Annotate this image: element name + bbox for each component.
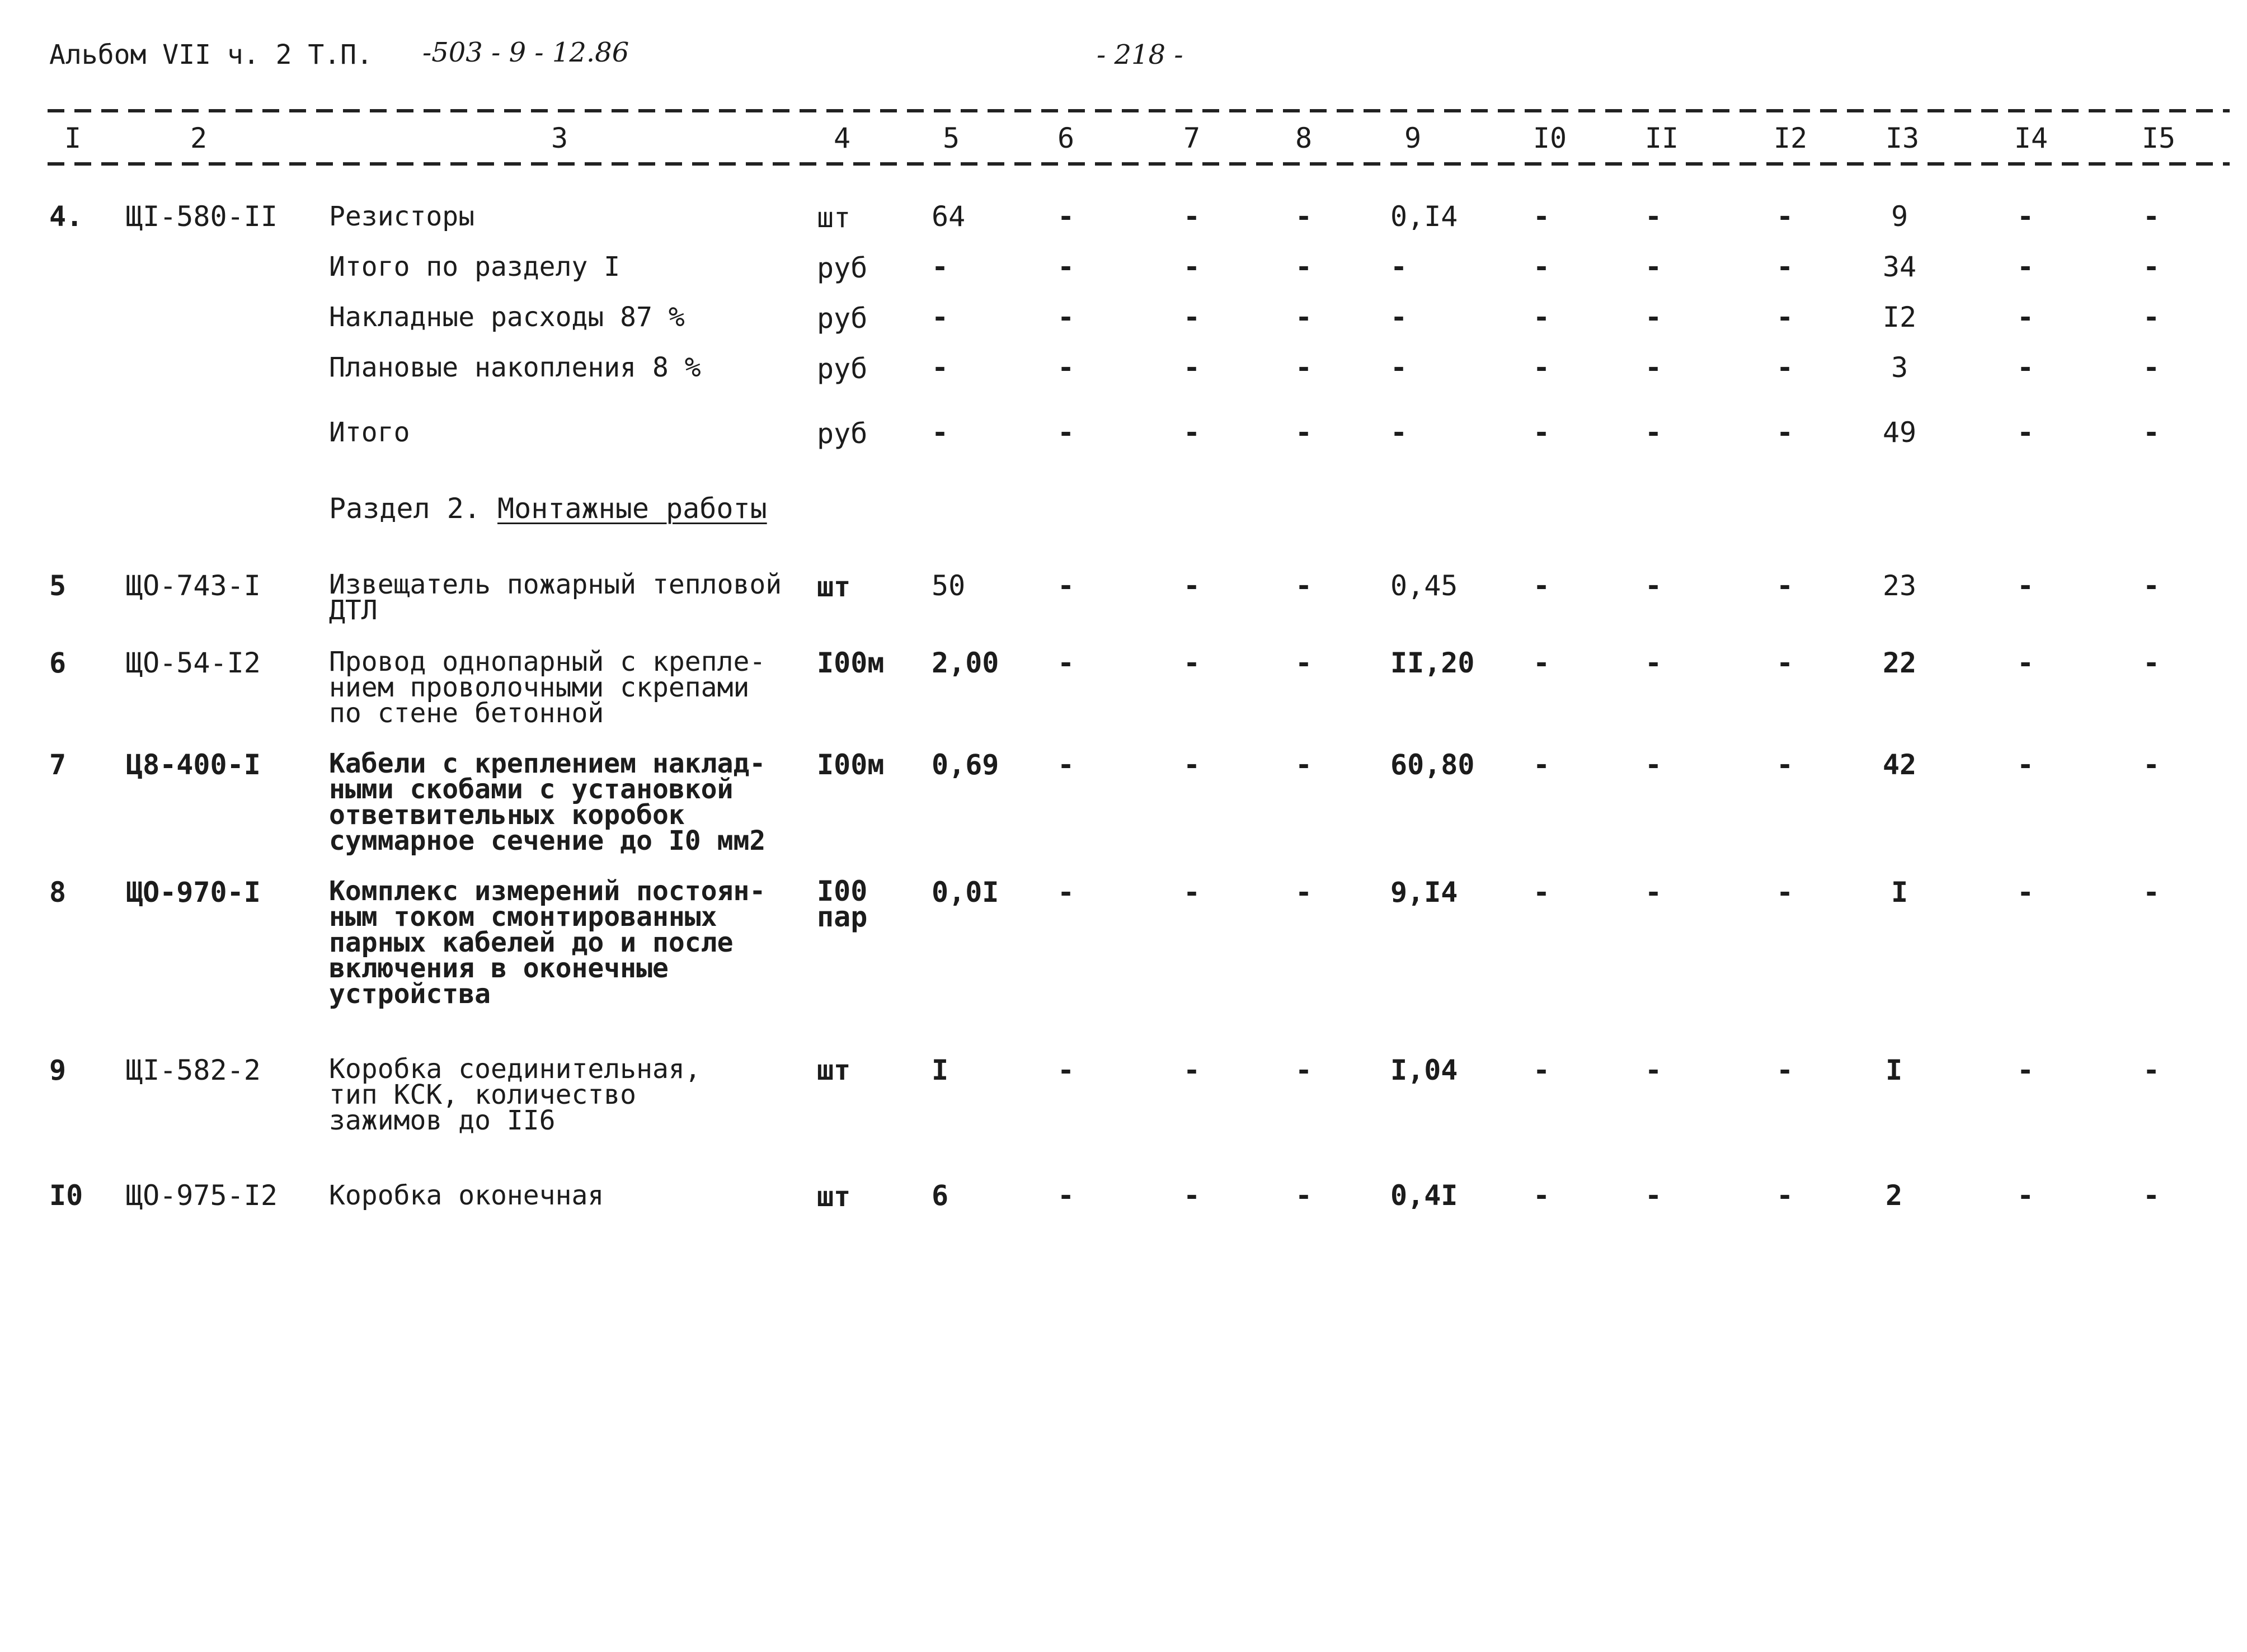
col8-value: - — [1295, 251, 1313, 283]
col7-value: - — [1183, 876, 1201, 909]
column-header: 7 — [1183, 122, 1201, 154]
col15-value: - — [2142, 647, 2160, 679]
col14-value: - — [2016, 351, 2034, 384]
work-description: Коробка соединительная, тип КСК, количество зажимов до II6 — [329, 1053, 701, 1136]
rate-code: ЩО-54-I2 — [126, 647, 261, 679]
col10-value: - — [1533, 351, 1550, 384]
col10-value: - — [1533, 301, 1550, 333]
col13-value: I — [1885, 1054, 1903, 1086]
column-header: I — [64, 122, 82, 154]
col14-value: - — [2016, 749, 2034, 781]
col8-value: - — [1295, 1054, 1313, 1086]
rate-code: ЩI-582-2 — [126, 1054, 261, 1086]
col15-value: - — [2142, 1054, 2160, 1086]
row-number: 5 — [49, 570, 67, 602]
rate-code: ЩО-970-I — [126, 876, 261, 909]
col15-value: - — [2142, 570, 2160, 602]
col13-value: 23 — [1882, 570, 1917, 602]
work-description: Провод однопарный с крепле- нием проволочными скрепами по стене бетонной — [329, 646, 766, 729]
unit: руб — [817, 302, 868, 335]
col15-value: - — [2142, 251, 2160, 283]
col11-value: - — [1644, 416, 1662, 449]
work-description: Кабели с креплением наклад- ными скобами с установкой ответвительных коробок суммарное сечение до I0 мм2 — [329, 748, 766, 856]
col12-value: - — [1776, 200, 1794, 233]
section-prefix: Раздел 2. — [329, 492, 481, 525]
quantity: 2,00 — [932, 647, 999, 679]
col9-value: - — [1390, 301, 1408, 333]
col7-value: - — [1183, 301, 1201, 333]
col15-value: - — [2142, 1179, 2160, 1212]
col10-value: - — [1533, 416, 1550, 449]
col13-value: 34 — [1882, 251, 1917, 283]
col12-value: - — [1776, 251, 1794, 283]
col7-value: - — [1183, 1054, 1201, 1086]
rate-code: ЩI-580-II — [126, 200, 278, 233]
col12-value: - — [1776, 570, 1794, 602]
quantity: 0,0I — [932, 876, 999, 909]
page-number: - 218 - — [1097, 39, 1183, 70]
col15-value: - — [2142, 200, 2160, 233]
col11-value: - — [1644, 251, 1662, 283]
col10-value: - — [1533, 749, 1550, 781]
header-rule-top — [48, 109, 2230, 112]
col6-value: - — [1057, 749, 1075, 781]
col6-value: - — [1057, 1179, 1075, 1212]
col15-value: - — [2142, 416, 2160, 449]
col15-value: - — [2142, 749, 2160, 781]
col12-value: - — [1776, 749, 1794, 781]
col9-value: - — [1390, 251, 1408, 283]
row-number: I0 — [49, 1179, 83, 1212]
col13-value: I2 — [1882, 301, 1917, 333]
col12-value: - — [1776, 1054, 1794, 1086]
column-header: I5 — [2141, 122, 2176, 154]
column-header: 5 — [942, 122, 960, 154]
col10-value: - — [1533, 647, 1550, 679]
unit: шт — [817, 1054, 851, 1086]
col15-value: - — [2142, 351, 2160, 384]
unit: I00 пар — [817, 875, 868, 933]
work-description: Извещатель пожарный тепловой ДТЛ — [329, 569, 782, 626]
row-number: 7 — [49, 749, 67, 781]
col13-value: 2 — [1885, 1179, 1903, 1212]
work-description: Комплекс измерений постоян- ным током смонтированных парных кабелей до и после включения в оконечные устройства — [329, 876, 766, 1010]
col8-value: - — [1295, 749, 1313, 781]
col6-value: - — [1057, 301, 1075, 333]
col8-value: - — [1295, 416, 1313, 449]
unit: руб — [817, 352, 868, 385]
col14-value: - — [2016, 416, 2034, 449]
col14-value: - — [2016, 647, 2034, 679]
row-number: 9 — [49, 1054, 67, 1086]
col14-value: - — [2016, 570, 2034, 602]
project-code: -503 - 9 - 12.86 — [422, 37, 629, 68]
col6-value: - — [1057, 570, 1075, 602]
col7-value: - — [1183, 1179, 1201, 1212]
col15-value: - — [2142, 301, 2160, 333]
col10-value: - — [1533, 1179, 1550, 1212]
col9-value: 9,I4 — [1390, 876, 1458, 909]
col13-value: 9 — [1891, 200, 1908, 233]
rate-code: Ц8-400-I — [126, 749, 261, 781]
column-header: 9 — [1404, 122, 1422, 154]
column-header: 8 — [1295, 122, 1313, 154]
col9-value: - — [1390, 351, 1408, 384]
quantity: - — [931, 301, 949, 333]
col15-value: - — [2142, 876, 2160, 909]
row-number: 4. — [49, 200, 83, 233]
column-header: 4 — [833, 122, 851, 154]
col6-value: - — [1057, 647, 1075, 679]
quantity: I — [932, 1054, 949, 1086]
col10-value: - — [1533, 570, 1550, 602]
col8-value: - — [1295, 200, 1313, 233]
col7-value: - — [1183, 416, 1201, 449]
col11-value: - — [1644, 570, 1662, 602]
col9-value: 0,I4 — [1390, 200, 1458, 233]
col7-value: - — [1183, 749, 1201, 781]
quantity: 64 — [932, 200, 966, 233]
col12-value: - — [1776, 876, 1794, 909]
header-rule-bottom — [48, 162, 2230, 166]
col12-value: - — [1776, 351, 1794, 384]
section-title: Монтажные работы — [497, 492, 767, 525]
col8-value: - — [1295, 647, 1313, 679]
col11-value: - — [1644, 749, 1662, 781]
col13-value: 42 — [1882, 749, 1917, 781]
rate-code: ЩО-743-I — [126, 570, 261, 602]
quantity: 50 — [932, 570, 966, 602]
col6-value: - — [1057, 1054, 1075, 1086]
column-header: I2 — [1773, 122, 1808, 154]
col8-value: - — [1295, 351, 1313, 384]
col9-value: 0,4I — [1390, 1179, 1458, 1212]
column-header: 3 — [551, 122, 568, 154]
col7-value: - — [1183, 200, 1201, 233]
col12-value: - — [1776, 416, 1794, 449]
col14-value: - — [2016, 876, 2034, 909]
col12-value: - — [1776, 1179, 1794, 1212]
col14-value: - — [2016, 1179, 2034, 1212]
col13-value: 49 — [1882, 416, 1917, 449]
col9-value: - — [1390, 416, 1408, 449]
col13-value: I — [1891, 876, 1908, 909]
col8-value: - — [1295, 570, 1313, 602]
col6-value: - — [1057, 416, 1075, 449]
col10-value: - — [1533, 876, 1550, 909]
quantity: - — [931, 251, 949, 283]
col10-value: - — [1533, 251, 1550, 283]
col6-value: - — [1057, 351, 1075, 384]
column-header: I0 — [1533, 122, 1567, 154]
work-description: Итого по разделу I — [329, 251, 620, 283]
row-number: 6 — [49, 647, 67, 679]
col14-value: - — [2016, 1054, 2034, 1086]
row-number: 8 — [49, 876, 67, 909]
col13-value: 22 — [1882, 647, 1917, 679]
col11-value: - — [1644, 301, 1662, 333]
col8-value: - — [1295, 1179, 1313, 1212]
unit: шт — [817, 201, 851, 234]
section-heading — [329, 492, 767, 525]
quantity: - — [931, 351, 949, 384]
work-description: Плановые накопления 8 % — [329, 352, 701, 383]
col11-value: - — [1644, 1179, 1662, 1212]
col6-value: - — [1057, 251, 1075, 283]
col11-value: - — [1644, 647, 1662, 679]
album-label: Альбом VII ч. 2 Т.П. — [49, 39, 373, 70]
col7-value: - — [1183, 351, 1201, 384]
quantity: 0,69 — [932, 749, 999, 781]
col11-value: - — [1644, 876, 1662, 909]
col9-value: 60,80 — [1390, 749, 1475, 781]
col9-value: 0,45 — [1390, 570, 1458, 602]
quantity: 6 — [932, 1179, 949, 1212]
column-header: 2 — [190, 122, 208, 154]
col6-value: - — [1057, 876, 1075, 909]
column-header: II — [1644, 122, 1679, 154]
col6-value: - — [1057, 200, 1075, 233]
column-header: 6 — [1057, 122, 1075, 154]
col11-value: - — [1644, 1054, 1662, 1086]
col8-value: - — [1295, 876, 1313, 909]
col14-value: - — [2016, 301, 2034, 333]
col9-value: II,20 — [1390, 647, 1475, 679]
work-description: Итого — [329, 417, 410, 448]
col11-value: - — [1644, 200, 1662, 233]
work-description: Накладные расходы 87 % — [329, 302, 685, 333]
col10-value: - — [1533, 1054, 1550, 1086]
unit: руб — [817, 252, 868, 284]
col7-value: - — [1183, 647, 1201, 679]
col7-value: - — [1183, 570, 1201, 602]
unit: руб — [817, 417, 868, 450]
col12-value: - — [1776, 647, 1794, 679]
rate-code: ЩО-975-I2 — [126, 1179, 278, 1212]
col9-value: I,04 — [1390, 1054, 1458, 1086]
work-description: Коробка оконечная — [329, 1180, 604, 1211]
unit: I00м — [817, 647, 885, 679]
col14-value: - — [2016, 200, 2034, 233]
unit: I00м — [817, 749, 885, 781]
unit: шт — [817, 1180, 851, 1213]
col7-value: - — [1183, 251, 1201, 283]
col8-value: - — [1295, 301, 1313, 333]
col12-value: - — [1776, 301, 1794, 333]
column-header: I3 — [1885, 122, 1920, 154]
work-description: Резисторы — [329, 201, 475, 232]
unit: шт — [817, 571, 851, 603]
col14-value: - — [2016, 251, 2034, 283]
col10-value: - — [1533, 200, 1550, 233]
col13-value: 3 — [1891, 351, 1908, 384]
col11-value: - — [1644, 351, 1662, 384]
column-header: I4 — [2014, 122, 2048, 154]
quantity: - — [931, 416, 949, 449]
